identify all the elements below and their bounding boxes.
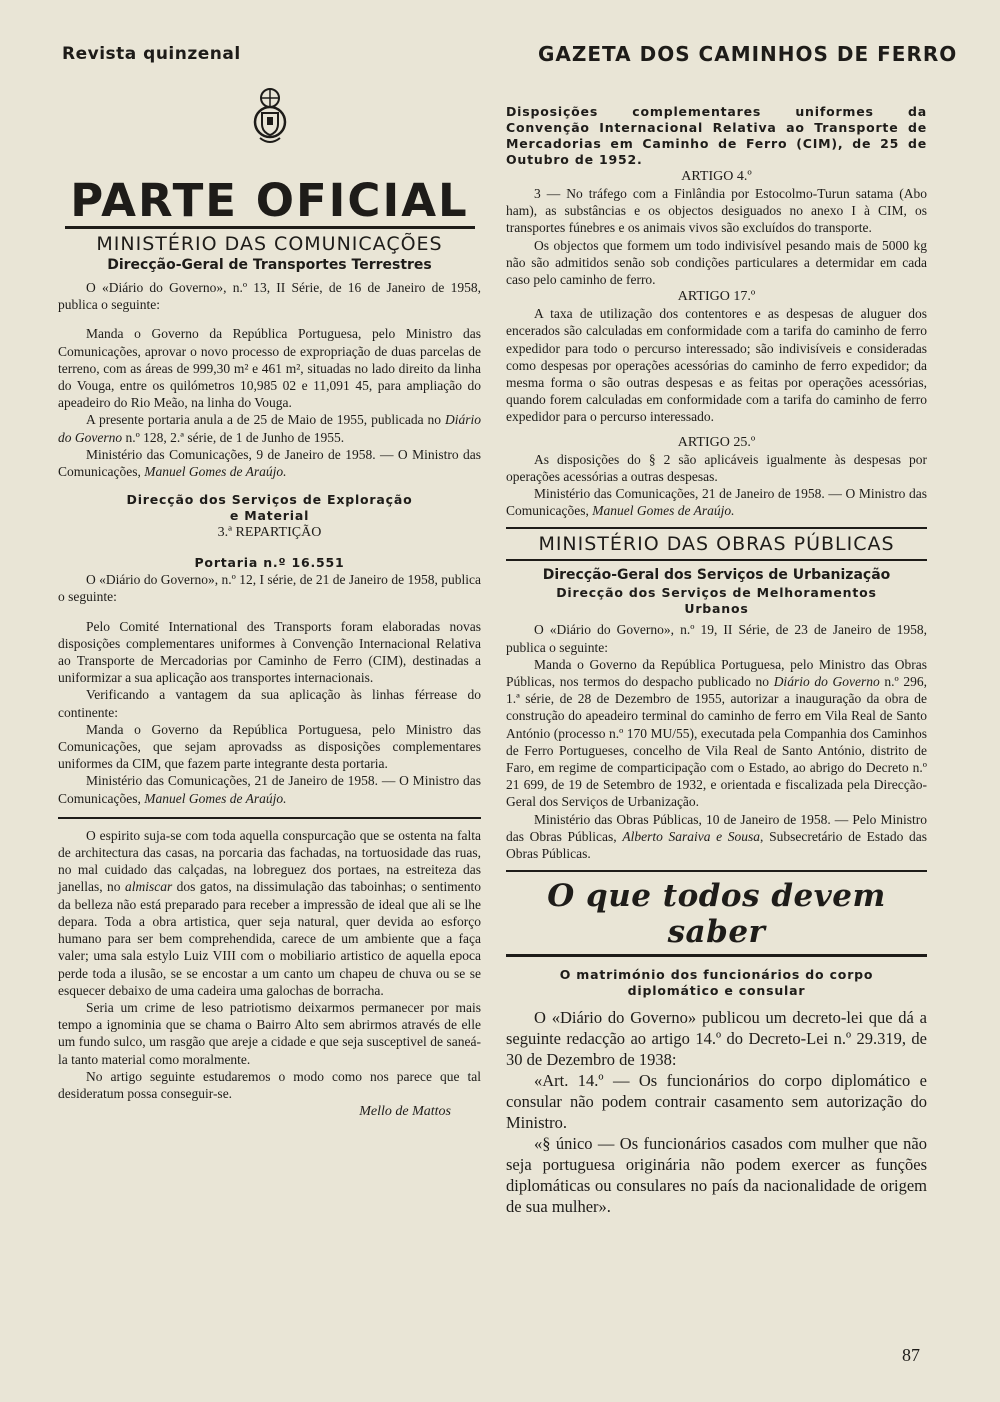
section-heading: Direcção dos Serviços de Melhoramentos	[556, 585, 877, 601]
essay-paragraph: O espirito suja-se com toda aquella conspurcação que se ostenta na falta de architectura das casas, na porcaria das fachadas, na tortuosidade das ruas, no mal cuidado das calçadas, na lobreguez dos portaes, na estreiteza das janellas, no almiscar dos gatos, na dissimulação das taboinhas; o sentimento da belleza não está preparado para receber a impressão de ideal que ali se lhe depara. Toda a obra artistica, quer seja natural, quer devida ao esforço humano para ser bem comprehendida, carece de um ambiente que a faça valer; uma sala estylo Luiz VIII com o mobiliario artistico de aquella epoca perde toda a ilusão, se se encostar a um canto um chapeu de chuva ou se se esquecer debaixo de uma cadeira uma galochas de borracha.	[58, 827, 481, 998]
header-left: Revista quinzenal	[62, 44, 241, 64]
signature: Ministério das Comunicações, 21 de Janeiro de 1958. — O Ministro das Comunicações, Manuel Gomes de Araújo.	[506, 486, 927, 519]
header-right: GAZETA DOS CAMINHOS DE FERRO	[538, 42, 958, 66]
coat-of-arms-icon	[252, 86, 288, 148]
article-heading: ARTIGO 25.º	[677, 434, 756, 450]
paragraph: O «Diário do Governo» publicou um decreto-lei que dá a seguinte redacção ao artigo 14.º do Decreto-Lei n.º 29.319, de 30 de Dezembro de 1938:	[506, 1008, 927, 1070]
article-title: O matrimónio dos funcionários do corpo	[559, 967, 874, 983]
paragraph: Os objectos que formem um todo indivisível pesando mais de 5000 kg não são admitidos senão sob condições particulares a determidar em cada caso pelo caminho de ferro.	[506, 237, 927, 288]
portaria-heading: Portaria n.º 16.551	[194, 555, 345, 571]
signature: Ministério das Comunicações, 21 de Janeiro de 1958. — O Ministro das Comunicações, Manuel Gomes de Araújo.	[58, 773, 481, 806]
paragraph: O «Diário do Governo», n.º 19, II Série, de 23 de Janeiro de 1958, publica o seguinte:	[506, 622, 927, 655]
section-heading: Direcção dos Serviços de Exploração	[126, 492, 413, 508]
divider	[506, 954, 927, 957]
signature: Ministério das Obras Públicas, 10 de Janeiro de 1958. — Pelo Ministro das Obras Públicas, Alberto Saraiva e Sousa, Subsecretário de Estado das Obras Públicas.	[506, 811, 927, 862]
ministry-heading: MINISTÉRIO DAS OBRAS PÚBLICAS	[538, 533, 895, 556]
paragraph: As disposições do § 2 são aplicáveis igualmente às despesas por operações acessórias a outras despesas.	[506, 451, 927, 484]
left-column	[58, 86, 481, 1120]
article-heading: ARTIGO 4.º	[681, 169, 752, 184]
article-title: diplomático e consular	[627, 983, 806, 999]
paragraph: A presente portaria anula a de 25 de Maio de 1955, publicada no Diário do Governo n.º 128, 2.ª série, de 1 de Junho de 1955.	[58, 412, 481, 445]
divider	[506, 559, 927, 561]
paragraph: Manda o Governo da República Portuguesa, pelo Ministro das Comunicações, aprovar o novo processo de expropriação de duas parcelas de terreno, com as áreas de 999,30 m² e 461 m², situadas no lado direito da linha do Vouga, entre os quilómetros 10,985 02 e 11,091 45, para ampliação do apeadeiro do Rio Meão, na linha do Vouga.	[58, 326, 481, 411]
paragraph: A taxa de utilização dos contentores e as despesas de aluguer dos encerados são calculadas em conformidade com a tarifa do caminho de ferro expedidor para todo o percurso interessado; são indivisíveis e consideradas como despesas por operações acessórias do caminho de ferro expedidor; da mesma forma o são outras despesas e as feitas por operações acessórias, quando forem calculadas em conformidade com a tarifa do caminho de ferro expedidor para o percurso interessado.	[506, 306, 927, 425]
divider	[506, 870, 927, 872]
signature: Ministério das Comunicações, 9 de Janeiro de 1958. — O Ministro das Comunicações, Manuel Gomes de Araújo.	[58, 446, 481, 480]
essay-paragraph: Seria um crime de leso patriotismo deixarmos permanecer por mais tempo a ignominia que se chama o Bairro Alto sem abrirmos através de elle um fundo sulco, um rasgão que areje a cidade e que seja susceptivel de saneá-la tanto material como moralmente.	[58, 999, 481, 1067]
paragraph: Manda o Governo da República Portuguesa, pelo Ministro das Obras Públicas, nos termos do despacho publicado no Diário do Governo n.º 296, 1.ª série, de 28 de Dezembro de 1955, autorizar a inauguração da obra de construção do apeadeiro terminal do caminho de ferro em Vila Real de Santo António (processo n.º 170 MU/55), executada pela Companhia dos Caminhos de Ferro Portugueses, concelho de Vila Real de Santo António, distrito de Faro, em regime de comparticipação com o Estado, ao abrigo do Decreto n.º 21 699, de 19 de Setembro de 1932, e orientada e fiscalizada pela Direcção-Geral dos Serviços de Urbanização.	[506, 656, 927, 810]
paragraph: «Art. 14.º — Os funcionários do corpo diplomático e consular não podem contrair casamento sem autorização do Ministro.	[506, 1071, 927, 1133]
paragraph: 3 — No tráfego com a Finlândia por Estocolmo-Turun satama (Abo ham), as substâncias e os objectos desiguados no anexo I à CIM, os transportes fúnebres e os animais vivos são excluídos do transporte.	[506, 186, 927, 236]
section-title: O que todos devem saber	[547, 878, 886, 951]
section-heading: e Material	[229, 508, 310, 524]
directorate-heading: Direcção-Geral dos Serviços de Urbanização	[542, 567, 891, 584]
repartition-label: 3.ª REPARTIÇÃO	[217, 525, 322, 541]
essay-paragraph: No artigo seguinte estudaremos o modo como nos parece que tal desideratum possa conseguir-se.	[58, 1068, 481, 1101]
ministry-heading: MINISTÉRIO DAS COMUNICAÇÕES	[96, 233, 443, 255]
right-column	[506, 104, 927, 1217]
article-heading: ARTIGO 17.º	[677, 289, 756, 305]
page-number: 87	[902, 1345, 920, 1365]
paragraph: Pelo Comité International des Transports foram elaboradas novas disposições complementares uniformes à Convenção Internacional Relativa ao Transporte de Mercadorias por Caminho de Ferro (CIM), destinadas a uniformizar a sua aplicação aos transportes internacionais.	[58, 618, 481, 686]
dispositions-heading: Disposições complementares uniformes da Convenção Internacional Relativa ao Transporte de Mercadorias em Caminho de Ferro (CIM), de 25 de Outubro de 1952.	[506, 104, 927, 167]
paragraph: Verificando a vantagem da sua aplicação às linhas férrease do continente:	[58, 687, 481, 720]
paragraph: Manda o Governo da República Portuguesa, pelo Ministro das Comunicações, que sejam aprovadss as disposições complementares uniformes da CIM, que fazem parte integrante desta portaria.	[58, 721, 481, 772]
paragraph: O «Diário do Governo», n.º 12, I série, de 21 de Janeiro de 1958, publica o seguinte:	[58, 572, 481, 605]
author-name: Mello de Mattos	[359, 1104, 451, 1120]
divider	[58, 817, 481, 819]
section-heading: Urbanos	[684, 601, 749, 617]
paragraph: O «Diário do Governo», n.º 13, II Série, de 16 de Janeiro de 1958, publica o seguinte:	[58, 280, 481, 313]
divider	[506, 527, 927, 529]
paragraph: «§ único — Os funcionários casados com mulher que não seja portuguesa originária não podem exercer as funções diplomáticas ou consulares no país da nacionalidade de origem de sua mulher».	[506, 1134, 927, 1217]
page-title: PARTE OFICIAL	[70, 174, 469, 227]
directorate-heading: Direcção-Geral de Transportes Terrestres	[107, 257, 432, 273]
